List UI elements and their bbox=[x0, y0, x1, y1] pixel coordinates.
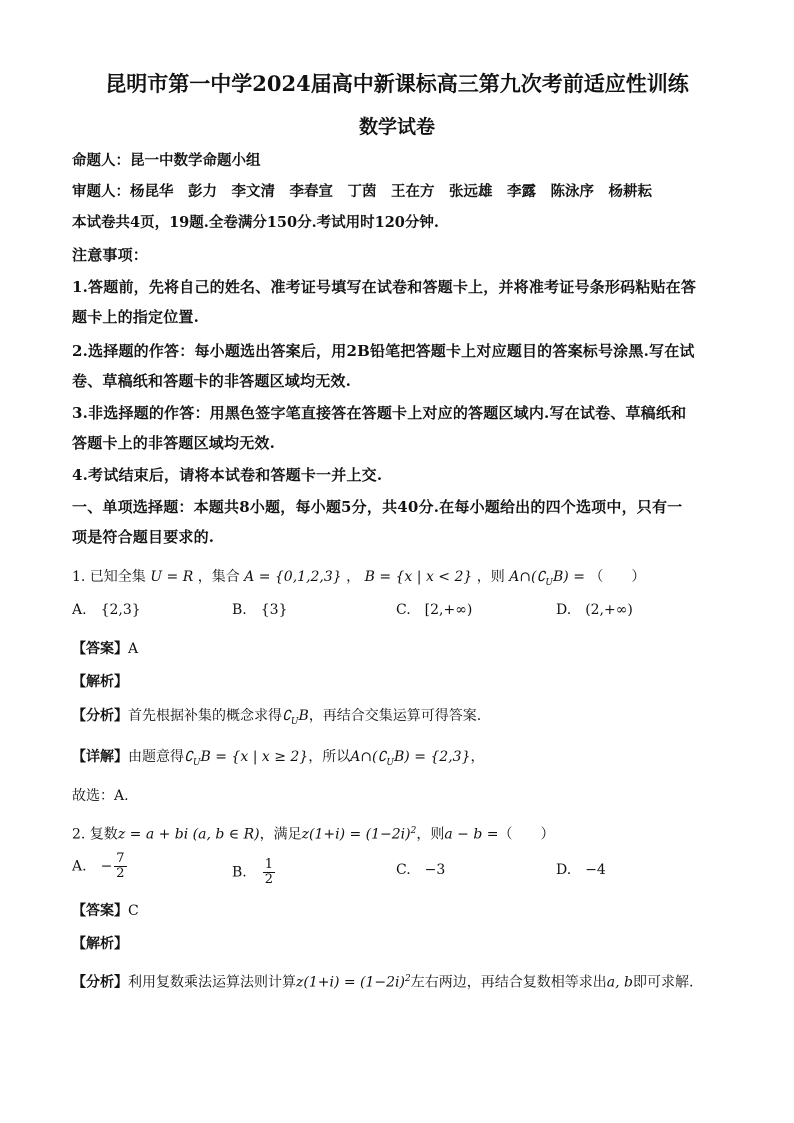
notice-item-3a: 3.非选择题的作答：用黑色签字笔直接答在答题卡上对应的答题区域内.写在试卷、草稿纸和 bbox=[72, 404, 687, 422]
notice-heading: 注意事项： bbox=[72, 246, 149, 264]
notice-item-2b: 卷、草稿纸和答题卡的非答题区域均无效. bbox=[72, 372, 352, 390]
question-2-option-b: B. $\frac{1}{2}$ bbox=[232, 857, 274, 887]
question-1-detail: 【详解】由题意得$∁_UB = \{x$ | x ≥ 2}，所以$A\cap(∁_UB) = \{2,3\}$， bbox=[72, 749, 485, 768]
question-1-analysis-tag: 【解析】 bbox=[72, 674, 128, 690]
notice-item-2a: 2.选择题的作答：每小题选出答案后，用2B铅笔把答题卡上对应题目的答案标号涂黑.写在试 bbox=[72, 342, 695, 360]
reviewers-line: 审题人：杨昆华 彭力 李文清 李春宣 丁茵 王在方 张远雄 李露 陈泳序 杨耕耘 bbox=[72, 183, 652, 200]
exam-summary: 本试卷共4页，19题.全卷满分150分.考试用时120分钟. bbox=[72, 214, 439, 231]
notice-item-4: 4.考试结束后，请将本试卷和答题卡一并上交. bbox=[72, 466, 383, 484]
question-1-option-b: B. {3} bbox=[232, 602, 288, 618]
question-2-option-c: C. −3 bbox=[396, 862, 446, 878]
section-heading-1b: 项是符合题目要求的. bbox=[72, 528, 215, 546]
exam-title: 昆明市第一中学2024届高中新课标高三第九次考前适应性训练 bbox=[105, 71, 689, 96]
notice-item-3b: 答题卡上的非答题区域均无效. bbox=[72, 434, 276, 452]
question-2-fenxi: 【分析】利用复数乘法运算法则计算$z(1+i) = (1-2i)^2$左右两边，再结合复数相等求出a, b即可求解. bbox=[72, 974, 694, 991]
notice-item-1a: 1.答题前，先将自己的姓名、准考证号填写在试卷和答题卡上，并将准考证号条形码粘贴在答 bbox=[72, 278, 697, 296]
question-2-option-d: D. −4 bbox=[556, 862, 606, 878]
question-1-option-a: A. {2,3} bbox=[72, 602, 141, 618]
exam-subtitle: 数学试卷 bbox=[358, 116, 435, 138]
question-2-answer: 【答案】C bbox=[72, 903, 139, 919]
question-1-fenxi: 【分析】首先根据补集的概念求得$∁_UB$，再结合交集运算可得答案. bbox=[72, 708, 482, 727]
question-2-analysis-tag: 【解析】 bbox=[72, 936, 128, 952]
question-2-option-a: A. − $\frac{7}{2}$ bbox=[72, 851, 125, 881]
question-1-stem: 1. 已知全集 U = R ，集合 A = {0,1,2,3} ， B = {x | x < 2} ，则 $A\cap(∁_UB)$ = （ ） bbox=[72, 569, 646, 588]
notice-item-1b: 题卡上的指定位置. bbox=[72, 308, 200, 326]
author-line: 命题人：昆一中数学命题小组 bbox=[72, 152, 261, 169]
question-1-option-d: D. (2,+∞) bbox=[556, 602, 633, 618]
question-1-option-c: C. [2,+∞) bbox=[396, 602, 473, 618]
question-1-conclusion: 故选：A. bbox=[72, 788, 129, 804]
section-heading-1a: 一、单项选择题：本题共8小题，每小题5分，共40分.在每小题给出的四个选项中，只有一 bbox=[72, 498, 683, 516]
question-2-stem: 2. 复数z = a + bi (a, b ∈ R)，满足$z(1+i) = (1-2i)^2$，则a − b =（ ） bbox=[72, 826, 555, 843]
question-1-answer: 【答案】A bbox=[72, 641, 139, 657]
